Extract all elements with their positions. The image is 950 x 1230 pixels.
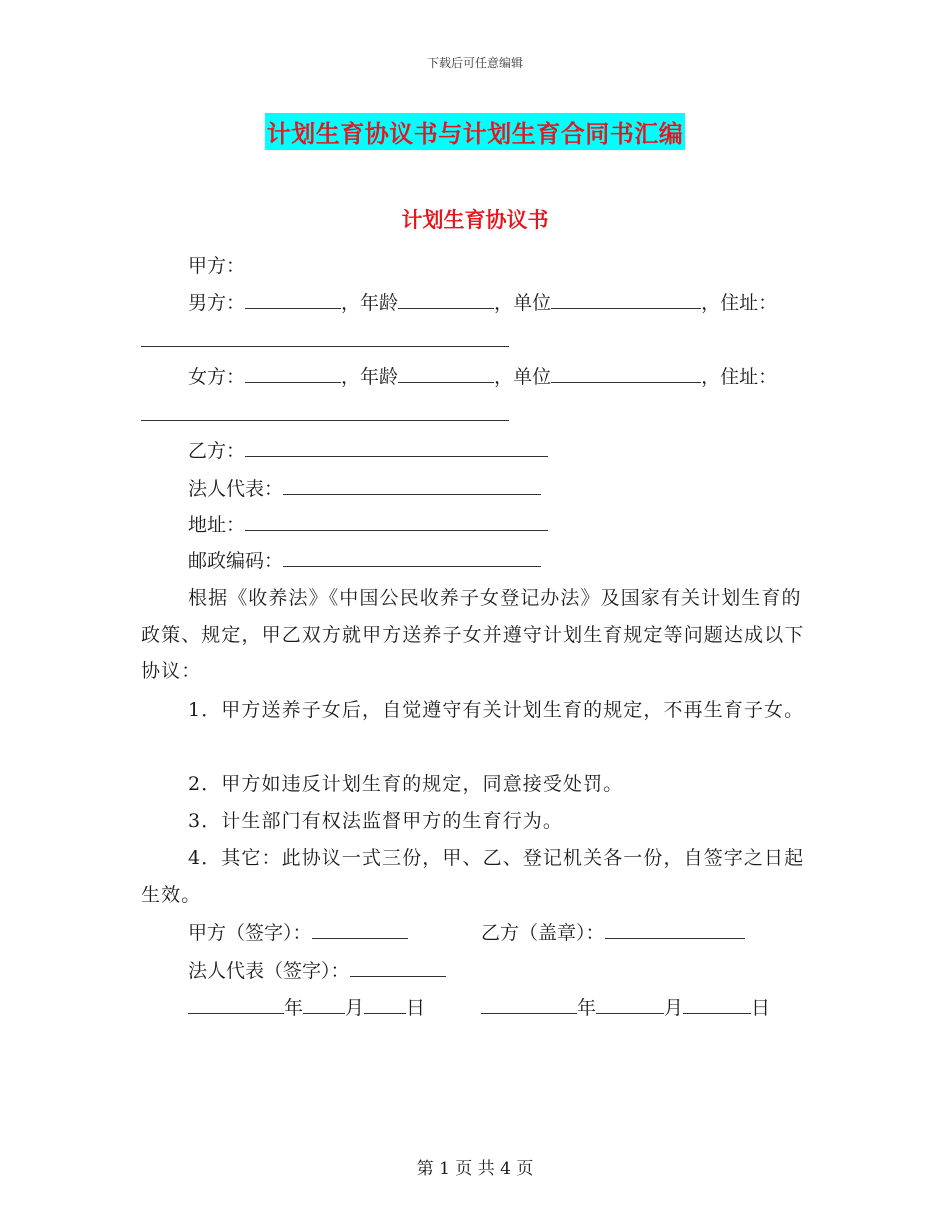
male-name-blank xyxy=(245,288,341,309)
legal-rep-sign-line xyxy=(188,956,446,985)
comma: ， xyxy=(341,366,361,388)
clause-2: 2．甲方如违反计划生育的规定，同意接受处罚。 xyxy=(188,773,624,795)
day-blank xyxy=(683,993,751,1014)
party-b-blank xyxy=(245,436,548,457)
postal-line xyxy=(188,546,541,575)
main-title: 计划生育协议书与计划生育合同书汇编 xyxy=(265,113,686,150)
year-blank xyxy=(481,993,577,1014)
day-blank xyxy=(364,993,406,1014)
comma: ， xyxy=(701,366,721,388)
legal-rep-label: 法人代表： xyxy=(188,478,284,500)
female-label: 女方： xyxy=(188,366,246,388)
month-blank xyxy=(303,993,345,1014)
address-line xyxy=(188,510,548,539)
comma: ， xyxy=(341,292,361,314)
party-b-seal-label: 乙方（盖章）： xyxy=(481,922,605,944)
page-footer: 第 1 页 共 4 页 xyxy=(416,1159,534,1179)
party-b-seal-blank xyxy=(605,918,745,939)
header-note: 下载后可任意编辑 xyxy=(426,56,523,70)
legal-rep-sign-label: 法人代表（签字）： xyxy=(188,960,350,982)
address-blank xyxy=(245,510,548,531)
month-label: 月 xyxy=(345,997,365,1019)
address-label: 地址： xyxy=(188,514,246,536)
comma: ， xyxy=(494,366,514,388)
party-b-date-line xyxy=(481,993,770,1022)
legal-rep-blank xyxy=(283,474,541,495)
male-age-blank xyxy=(398,288,494,309)
sub-title: 计划生育协议书 xyxy=(401,208,549,232)
party-b-seal-line xyxy=(481,918,745,947)
clause-3: 3．计生部门有权法监督甲方的生育行为。 xyxy=(188,810,563,832)
female-line xyxy=(188,362,777,391)
male-unit-label: 单位 xyxy=(513,292,552,314)
female-age-blank xyxy=(398,362,494,383)
comma: ， xyxy=(494,292,514,314)
male-address-blank xyxy=(141,346,509,347)
year-blank xyxy=(188,993,284,1014)
month-label: 月 xyxy=(664,997,684,1019)
party-b-line xyxy=(188,436,548,465)
party-a-sign-line xyxy=(188,918,408,947)
party-a-sign-blank xyxy=(312,918,408,939)
male-age-label: 年龄 xyxy=(360,292,399,314)
female-address-blank xyxy=(141,420,509,421)
year-label: 年 xyxy=(284,997,304,1019)
legal-rep-sign-blank xyxy=(350,956,446,977)
female-address-label: 住址： xyxy=(720,366,778,388)
intro-paragraph: 根据《收养法》《中国公民收养子女登记办法》及国家有关计划生育的政策、规定，甲乙双方就甲方送养子女并遵守计划生育规定等问题达成以下协议： xyxy=(141,587,805,682)
day-label: 日 xyxy=(406,997,426,1019)
male-label: 男方： xyxy=(188,292,246,314)
party-a-sign-label: 甲方（签字）： xyxy=(188,922,312,944)
clause-1: 1．甲方送养子女后，自觉遵守有关计划生育的规定，不再生育子女。 xyxy=(188,699,805,721)
day-label: 日 xyxy=(751,997,771,1019)
party-b-label: 乙方： xyxy=(188,440,246,462)
female-age-label: 年龄 xyxy=(360,366,399,388)
female-unit-blank xyxy=(551,362,701,383)
female-unit-label: 单位 xyxy=(513,366,552,388)
female-name-blank xyxy=(245,362,341,383)
postal-label: 邮政编码： xyxy=(188,550,284,572)
postal-blank xyxy=(283,546,541,567)
clause-4: 4．其它：此协议一式三份，甲、乙、登记机关各一份，自签字之日起生效。 xyxy=(141,847,805,906)
year-label: 年 xyxy=(577,997,597,1019)
comma: ， xyxy=(701,292,721,314)
male-line xyxy=(188,288,777,317)
legal-rep-line xyxy=(188,474,541,503)
party-a-date-line xyxy=(188,993,425,1022)
party-a-label: 甲方： xyxy=(188,255,246,277)
male-address-label: 住址： xyxy=(720,292,778,314)
month-blank xyxy=(596,993,664,1014)
main-title-wrap xyxy=(0,113,950,150)
male-unit-blank xyxy=(551,288,701,309)
